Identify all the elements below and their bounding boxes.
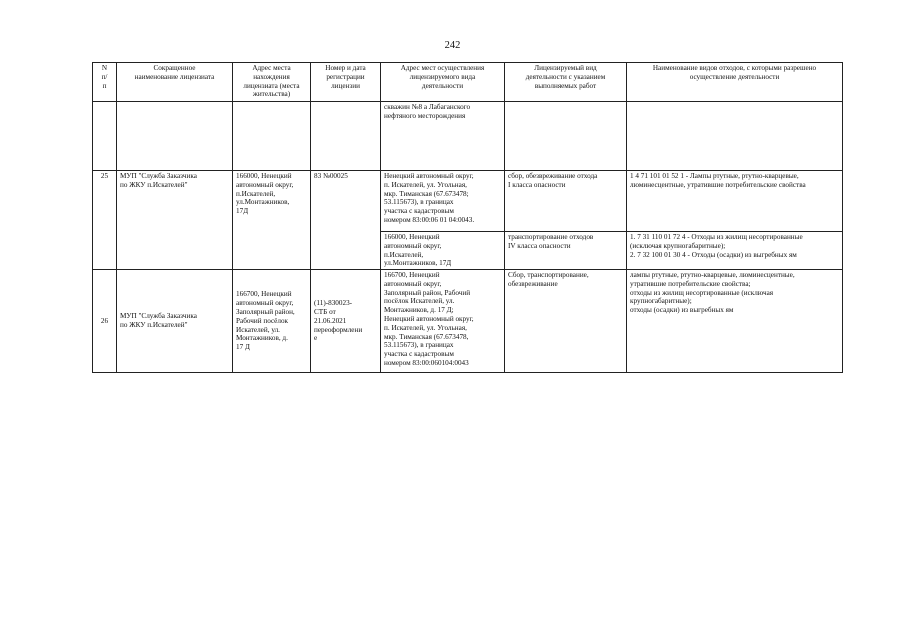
cell-activity-address: 166000, Ненецкий автономный округ, п.Искателей, ул.Монтажников, 17Д bbox=[381, 232, 505, 270]
cell-activity-address: 166700, Ненецкий автономный округ, Заполярный район, Рабочий посёлок Искателей, ул. Монтажников, д. 17 Д; Ненецкий автономный округ, п. Искателей, ул. Угольная, мкр. Тиманская (67.673478, 53.115673), в границах участка с кадастровым номером 83:00:060104:0043 bbox=[381, 270, 505, 373]
cell-activity-type: сбор, обезвреживание отхода I класса опасности bbox=[505, 171, 627, 232]
cell-waste-types: лампы ртутные, ртутно-кварцевые, люминесцентные, утратившие потребительские свойства; отходы из жилищ несортированные (исключая крупногабаритные); отходы (осадки) из выгребных ям bbox=[627, 270, 843, 373]
cell-licensee-address: 166000, Ненецкий автономный округ, п.Искателей, ул.Монтажников, 17Д bbox=[233, 171, 311, 270]
table-row-continuation bbox=[93, 102, 843, 171]
cell-waste-types bbox=[627, 102, 843, 171]
cell-activity-address: Ненецкий автономный округ, п. Искателей, ул. Угольная, мкр. Тиманская (67.673478; 53.115673), в границах участка с кадастровым номером 83:00:06 01 04:0043. bbox=[381, 171, 505, 232]
header-number: N п/ п bbox=[93, 63, 117, 102]
cell-licensee-name bbox=[117, 102, 233, 171]
cell-activity-address: скважин №8 а Лабаганского нефтяного месторождения bbox=[381, 102, 505, 171]
license-registry-table bbox=[92, 62, 843, 373]
header-licensee-address: Адрес места нахождения лицензиата (места жительства) bbox=[233, 63, 311, 102]
header-waste-types: Наименование видов отходов, с которыми разрешено осуществление деятельности bbox=[627, 63, 843, 102]
cell-number: 25 bbox=[93, 171, 117, 270]
cell-license: 83 №00025 bbox=[311, 171, 381, 270]
table-row-26 bbox=[93, 270, 843, 373]
cell-license bbox=[311, 102, 381, 171]
table-row-25 bbox=[93, 171, 843, 232]
cell-waste-types: 1 4 71 101 01 52 1 - Лампы ртутные, ртутно-кварцевые, люминесцентные, утратившие потребительские свойства bbox=[627, 171, 843, 232]
cell-activity-type bbox=[505, 102, 627, 171]
header-licensee-name: Сокращенное наименование лицензиата bbox=[117, 63, 233, 102]
header-activity-address: Адрес мест осуществления лицензируемого вида деятельности bbox=[381, 63, 505, 102]
header-row bbox=[93, 63, 843, 102]
cell-activity-type: транспортирование отходов IV класса опасности bbox=[505, 232, 627, 270]
cell-licensee-address: 166700, Ненецкий автономный округ, Заполярный район, Рабочий посёлок Искателей, ул. Монтажников, д. 17 Д bbox=[233, 270, 311, 373]
header-activity-type: Лицензируемый вид деятельности с указанием выполняемых работ bbox=[505, 63, 627, 102]
cell-activity-type: Сбор, транспортирование, обезвреживание bbox=[505, 270, 627, 373]
cell-licensee-name: МУП "Служба Заказчика по ЖКУ п.Искателей" bbox=[117, 171, 233, 270]
cell-licensee-name: МУП "Служба Заказчика по ЖКУ п.Искателей" bbox=[117, 270, 233, 373]
cell-waste-types: 1. 7 31 110 01 72 4 - Отходы из жилищ несортированные (исключая крупногабаритные); 2. 7 32 100 01 30 4 - Отходы (осадки) из выгребных ям bbox=[627, 232, 843, 270]
cell-license: (11)-830023- СТБ от 21.06.2021 переоформлени е bbox=[311, 270, 381, 373]
header-license-number-date: Номер и дата регистрации лицензии bbox=[311, 63, 381, 102]
cell-number: 26 bbox=[93, 270, 117, 373]
cell-licensee-address bbox=[233, 102, 311, 171]
page-number: 242 bbox=[444, 40, 461, 51]
cell-number bbox=[93, 102, 117, 171]
